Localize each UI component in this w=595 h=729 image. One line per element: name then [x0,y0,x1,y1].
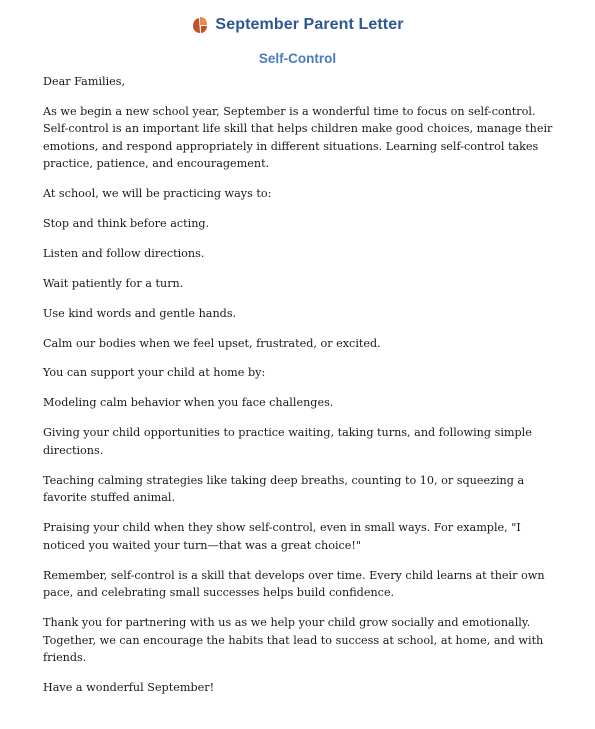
leaf-logo-icon [191,16,209,34]
home-item: Teaching calming strategies like taking deep breaths, counting to 10, or squeezing a favorite stuffed animal. [43,473,525,505]
home-intro: You can support your child at home by: [43,366,266,380]
school-item: Use kind words and gentle hands. [43,306,237,320]
school-item: Calm our bodies when we feel upset, frustrated, or excited. [43,336,381,350]
page-subtitle: Self-Control [258,51,337,66]
letter-header [0,13,595,37]
closing-line: Have a wonderful September! [43,681,215,695]
home-item: Modeling calm behavior when you face challenges. [43,396,334,410]
school-item: Wait patiently for a turn. [43,276,184,290]
home-item: Praising your child when they show self-control, even in small ways. For example, "I noticed you waited your turn—that was a great choice!" [43,521,521,552]
page-title: September Parent Letter [215,16,404,33]
school-intro: At school, we will be practicing ways to: [43,187,272,200]
letter-body [43,73,558,709]
school-item: Stop and think before acting. [43,217,210,230]
intro-paragraph: As we begin a new school year, September is a wonderful time to focus on self-control. Self-control is an important life skill that helps children make good choices, manage their emotions, and respond appropriately in different situations. Learning self-control takes practice, patience, and encouragement. [43,104,553,170]
home-item: Giving your child opportunities to practice waiting, taking turns, and following simple directions. [43,426,532,457]
school-item: Listen and follow directions. [43,246,205,260]
remember-paragraph: Remember, self-control is a skill that develops over time. Every child learns at their own pace, and celebrating small successes helps build confidence. [43,568,545,600]
greeting: Dear Families, [43,75,126,88]
thanks-paragraph: Thank you for partnering with us as we help your child grow socially and emotionally. Together, we can encourage the habits that lead to success at school, at home, and with friends. [43,616,544,665]
